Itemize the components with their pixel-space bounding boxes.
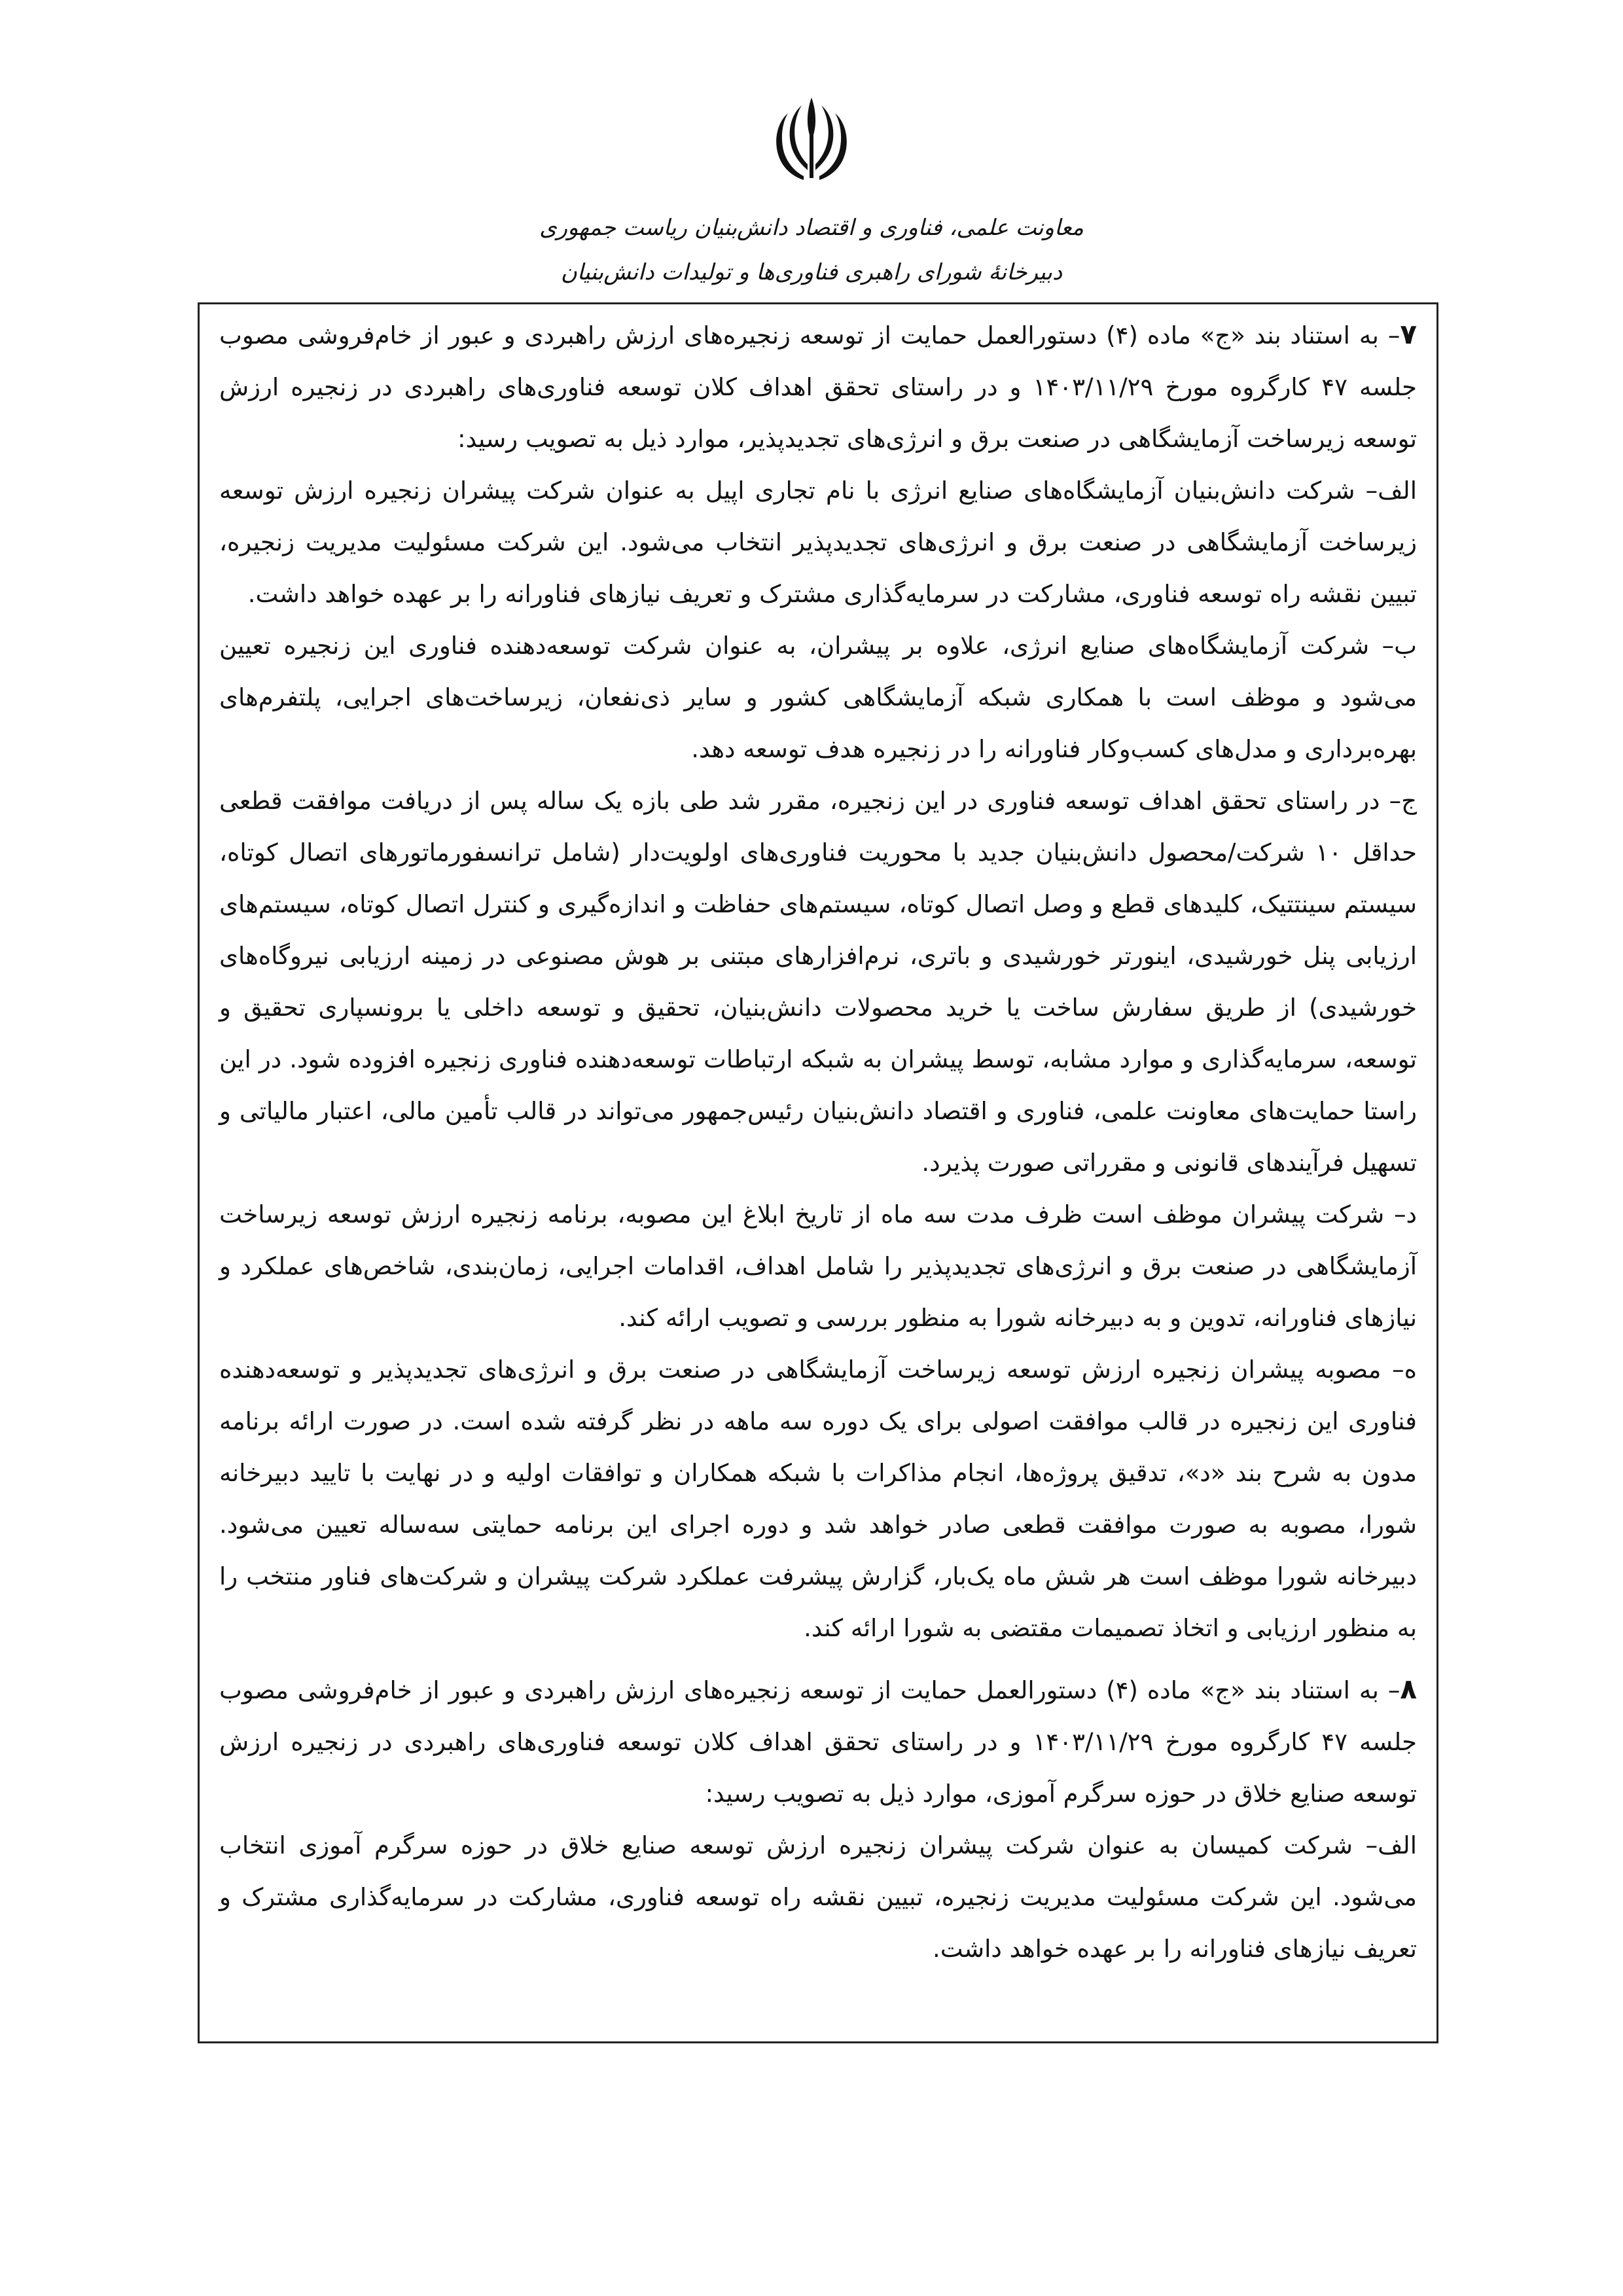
section-8-clause-alef: الف– شرکت کمیسان به عنوان شرکت پیشران زنجیره ارزش توسعه صنایع خلاق در حوزه سرگرم آموزی انتخاب می‌شود. این شرکت مسئولیت مدیریت زنجیره، تبیین نقشه راه توسعه فناوری، مشارکت در سرمایه‌گذاری مشترک و تعریف نیازهای فناورانه را بر عهده خواهد داشت.	[219, 1831, 1417, 1963]
section-7-clause-dal: د– شرکت پیشران موظف است ظرف مدت سه ماه از تاریخ ابلاغ این مصوبه، برنامه زنجیره ارزش توسعه زیرساخت آزمایشگاهی در صنعت برق و انرژی‌های تجدیدپذیر را شامل اهداف، اقدامات اجرایی، زمان‌بندی، شاخص‌های عملکرد و نیازهای فناورانه، تدوین و به دبیرخانه شورا به منظور بررسی و تصویب ارائه کند.	[219, 1200, 1417, 1332]
section-7-number: ۷	[1400, 318, 1417, 350]
iran-emblem-icon	[762, 92, 861, 190]
section-7-clause-jim: ج– در راستای تحقق اهداف توسعه فناوری در این زنجیره، مقرر شد طی بازه یک ساله پس از دریافت موافقت قطعی حداقل ۱۰ شرکت/محصول دانش‌بنیان جدید با محوریت فناوری‌های اولویت‌دار (شامل ترانسفورماتورهای اتصال کوتاه، سیستم سینتتیک، کلیدهای قطع و وصل اتصال کوتاه، سیستم‌های حفاظت و اندازه‌گیری و کنترل اتصال کوتاه، سیستم‌های ارزیابی پنل خورشیدی، اینورتر خورشیدی و باتری، نرم‌افزارهای مبتنی بر هوش مصنوعی در زمینه ارزیابی نیروگاه‌های خورشیدی) از طریق سفارش ساخت یا خرید محصولات دانش‌بنیان، تحقیق و توسعه داخلی یا برونسپاری تحقیق و توسعه، سرمایه‌گذاری و موارد مشابه، توسط پیشران به شبکه ارتباطات توسعه‌دهنده فناوری زنجیره افزوده شود. در این راستا حمایت‌های معاونت علمی، فناوری و اقتصاد دانش‌بنیان رئیس‌جمهور می‌تواند در قالب تأمین مالی، اعتبار مالیاتی و تسهیل فرآیندهای قانونی و مقرراتی صورت پذیرد.	[219, 787, 1417, 1177]
section-7-clause-be: ب– شرکت آزمایشگاه‌های صنایع انرژی، علاوه بر پیشران، به عنوان شرکت توسعه‌دهنده فناوری این زنجیره تعیین می‌شود و موظف است با همکاری شبکه آزمایشگاهی کشور و سایر ذی‌نفعان، زیرساخت‌های اجرایی، پلتفرم‌های بهره‌برداری و مدل‌های کسب‌وکار فناورانه را در زنجیره هدف توسعه دهد.	[219, 632, 1417, 763]
header-secretariat-title: دبیرخانهٔ شورای راهبری فناوری‌ها و تولیدات دانش‌بنیان	[560, 259, 1063, 285]
section-8-intro-text: – به استناد بند «ج» ماده (۴) دستورالعمل حمایت از توسعه زنجیره‌های ارزش راهبردی و عبور از خام‌فروشی مصوب جلسه ۴۷ کارگروه مورخ ۱۴۰۳/۱۱/۲۹ و در راستای تحقق اهداف کلان توسعه فناوری‌های راهبردی در زنجیره ارزش توسعه صنایع خلاق در حوزه سرگرم آموزی، موارد ذیل به تصویب رسید:	[219, 1676, 1417, 1808]
document-header	[0, 92, 1623, 295]
header-org-title: معاونت علمی، فناوری و اقتصاد دانش‌بنیان ریاست جمهوری	[539, 215, 1084, 241]
section-7-clause-alef: الف– شرکت دانش‌بنیان آزمایشگاه‌های صنایع انرژی با نام تجاری اپیل به عنوان شرکت پیشران زنجیره ارزش توسعه زیرساخت آزمایشگاهی در صنعت برق و انرژی‌های تجدیدپذیر انتخاب می‌شود. این شرکت مسئولیت مدیریت زنجیره، تبیین نقشه راه توسعه فناوری، مشارکت در سرمایه‌گذاری مشترک و تعریف نیازهای فناورانه را بر عهده خواهد داشت.	[219, 476, 1417, 608]
section-7-intro	[219, 308, 1417, 465]
document-content-box	[198, 302, 1438, 2043]
section-8-number: ۸	[1400, 1673, 1417, 1705]
section-8-intro	[219, 1663, 1417, 1820]
section-7-clause-he: ه– مصوبه پیشران زنجیره ارزش توسعه زیرساخت آزمایشگاهی در صنعت برق و انرژی‌های تجدیدپذیر و توسعه‌دهنده فناوری این زنجیره در قالب موافقت اصولی برای یک دوره سه ماهه در نظر گرفته شده است. در صورت ارائه برنامه مدون به شرح بند «د»، تدقیق پروژه‌ها، انجام مذاکرات با شبکه همکاران و توافقات اولیه و در نهایت با تایید دبیرخانه شورا، مصوبه به صورت موافقت قطعی صادر خواهد شد و دوره اجرای این برنامه حمایتی سه‌ساله تعیین می‌شود. دبیرخانه شورا موظف است هر شش ماه یک‌بار، گزارش پیشرفت عملکرد شرکت پیشران و شرکت‌های فناور منتخب را به منظور ارزیابی و اتخاذ تصمیمات مقتضی به شورا ارائه کند.	[219, 1355, 1417, 1642]
section-7-intro-text: – به استناد بند «ج» ماده (۴) دستورالعمل حمایت از توسعه زنجیره‌های ارزش راهبردی و عبور از خام‌فروشی مصوب جلسه ۴۷ کارگروه مورخ ۱۴۰۳/۱۱/۲۹ و در راستای تحقق اهداف کلان توسعه فناوری‌های راهبردی در زنجیره ارزش توسعه زیرساخت آزمایشگاهی در صنعت برق و انرژی‌های تجدیدپذیر، موارد ذیل به تصویب رسید:	[219, 321, 1417, 453]
